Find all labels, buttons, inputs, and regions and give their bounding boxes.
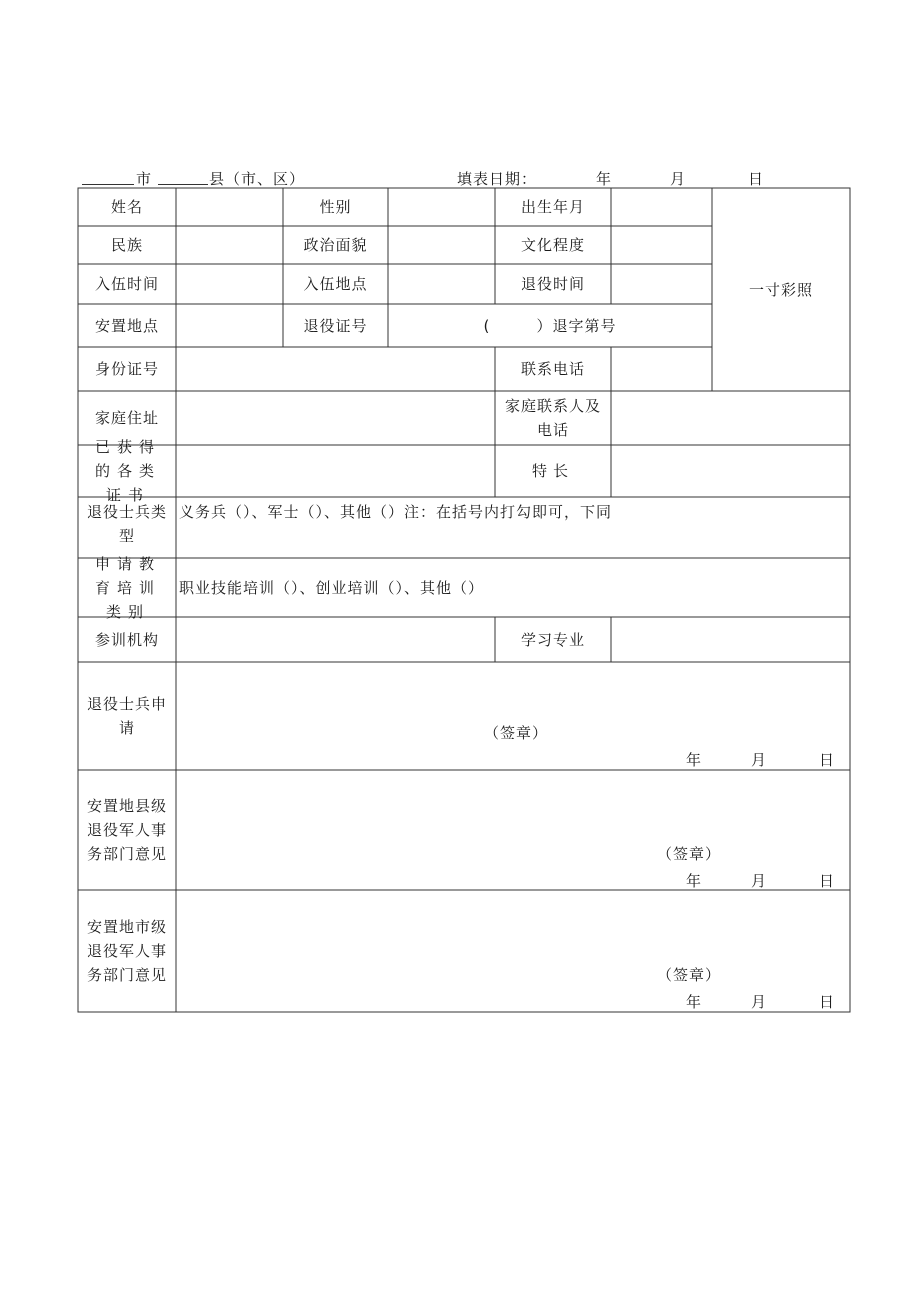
fill-date-month: 月: [670, 170, 687, 188]
family-contact-field[interactable]: [612, 392, 849, 444]
applicant-year: 年: [686, 751, 703, 769]
discharge-time-field[interactable]: [612, 265, 711, 303]
soldier-type-label: 退役士兵类型: [86, 503, 167, 545]
phone-label: 联系电话: [520, 360, 585, 378]
ethnicity-label: 民族: [110, 236, 143, 254]
discharge-cert-label: 退役证号: [303, 316, 368, 335]
county-opinion-day: 日: [819, 872, 836, 890]
institution-field[interactable]: [177, 618, 494, 661]
address-field[interactable]: [177, 392, 494, 444]
birth-label: 出生年月: [520, 198, 585, 216]
gender-label: 性别: [319, 198, 352, 216]
photo-box[interactable]: 一寸彩照: [748, 280, 813, 299]
county-opinion-area[interactable]: [177, 771, 849, 889]
city-opinion-year: 年: [686, 993, 703, 1011]
institution-label: 参训机构: [94, 630, 159, 649]
cert-number-field[interactable]: ( ）退字第号: [483, 316, 617, 335]
specialty-field[interactable]: [612, 446, 849, 496]
applicant-area[interactable]: [177, 663, 849, 769]
discharge-time-label: 退役时间: [520, 275, 585, 293]
id-number-field[interactable]: [177, 348, 494, 390]
enlist-time-label: 入伍时间: [94, 275, 159, 293]
specialty-label: 特长: [531, 462, 574, 480]
city-opinion-area[interactable]: [177, 891, 849, 1011]
soldier-type-options[interactable]: 义务兵（）、军士（）、其他（）注：在括号内打勾即可，下同: [179, 503, 613, 521]
fill-date-year: 年: [596, 170, 613, 188]
settle-place-label: 安置地点: [94, 316, 159, 335]
fill-date-label: 填表日期：: [457, 170, 538, 188]
major-label: 学习专业: [520, 630, 585, 649]
education-label: 文化程度: [520, 236, 585, 254]
enlist-time-field[interactable]: [177, 265, 282, 303]
settle-place-field[interactable]: [177, 305, 282, 346]
name-field[interactable]: [177, 189, 282, 225]
enlist-place-field[interactable]: [389, 265, 494, 303]
gender-field[interactable]: [389, 189, 494, 225]
training-type-label: 申请教育培训类别: [94, 554, 161, 621]
address-label: 家庭住址: [94, 409, 159, 427]
political-field[interactable]: [389, 227, 494, 263]
city-suffix: 市: [136, 170, 153, 188]
city-opinion-label: 安置地市级退役军人事务部门意见: [86, 918, 167, 984]
education-field[interactable]: [612, 227, 711, 263]
major-field[interactable]: [612, 618, 849, 661]
county-opinion-year: 年: [686, 872, 703, 890]
ethnicity-field[interactable]: [177, 227, 282, 263]
certificates-field[interactable]: [177, 446, 494, 496]
county-opinion-label: 安置地县级退役军人事务部门意见: [86, 797, 167, 863]
id-number-label: 身份证号: [94, 360, 159, 378]
training-type-options[interactable]: 职业技能培训（）、创业培训（）、其他（）: [179, 578, 485, 597]
birth-field[interactable]: [612, 189, 711, 225]
name-label: 姓名: [110, 198, 143, 216]
county-opinion-month: 月: [751, 872, 768, 890]
city-opinion-month: 月: [751, 993, 768, 1011]
political-label: 政治面貌: [303, 236, 368, 254]
applicant-label: 退役士兵申请: [86, 695, 167, 737]
certificates-label: 已获得的各类证书: [94, 438, 161, 504]
phone-field[interactable]: [612, 348, 711, 390]
applicant-month: 月: [751, 751, 768, 769]
fill-date-day: 日: [748, 170, 765, 188]
county-opinion-seal: （签章）: [657, 845, 722, 863]
applicant-seal: （签章）: [484, 724, 549, 742]
county-suffix: 县（市、区）: [209, 170, 306, 188]
city-opinion-day: 日: [819, 993, 836, 1011]
applicant-day: 日: [819, 751, 836, 769]
family-contact-label: 家庭联系人及电话: [504, 397, 601, 439]
city-opinion-seal: （签章）: [657, 966, 722, 984]
enlist-place-label: 入伍地点: [303, 275, 368, 293]
